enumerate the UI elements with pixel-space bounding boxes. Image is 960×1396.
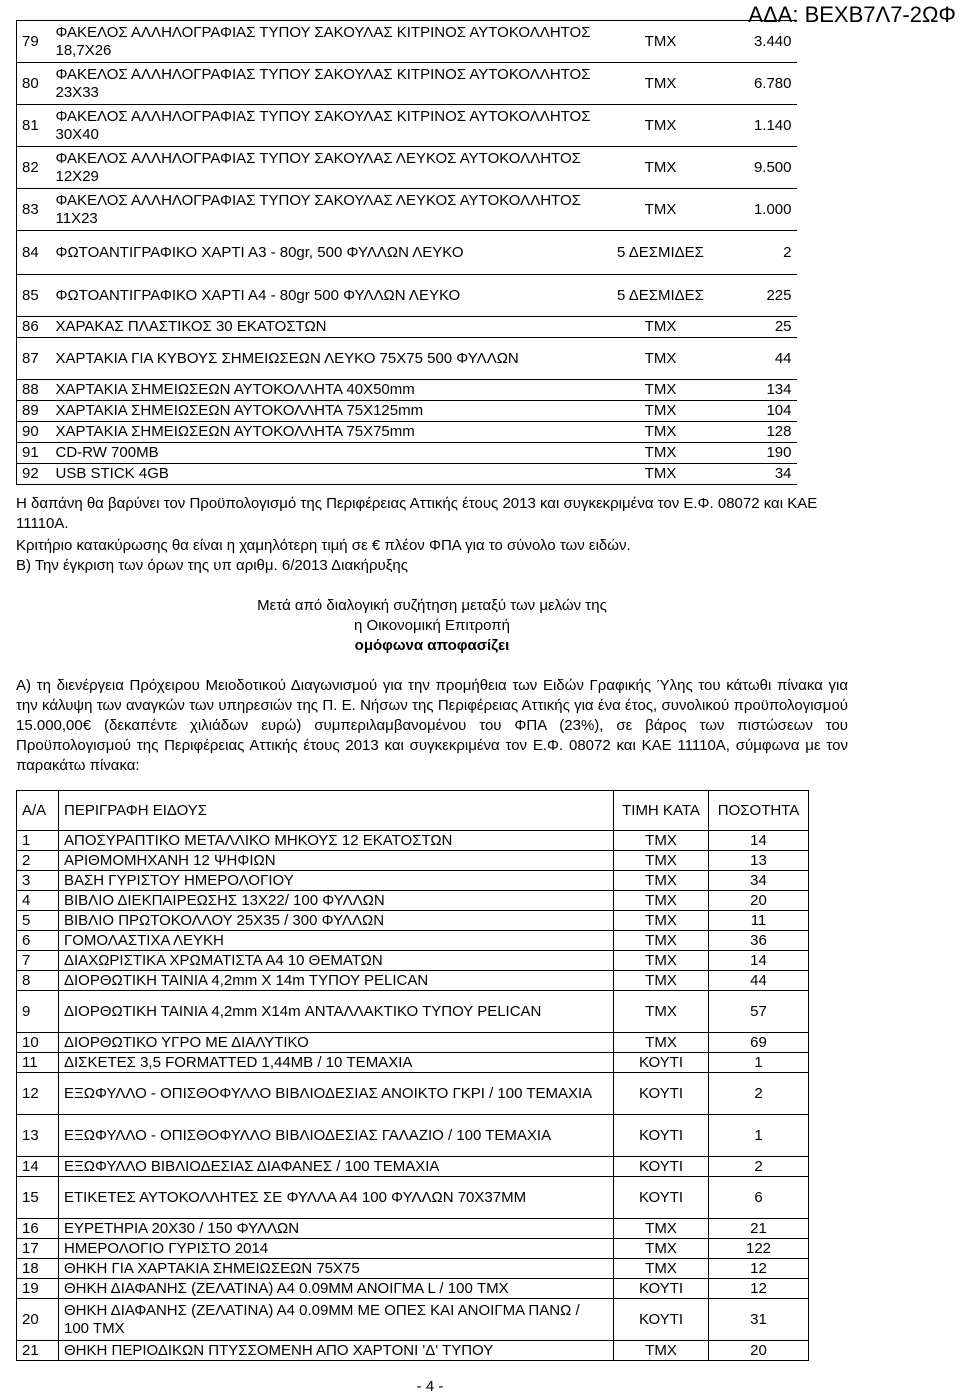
row-description: ΑΠΟΣΥΡΑΠΤΙΚΟ ΜΕΤΑΛΛΙΚΟ ΜΗΚΟΥΣ 12 ΕΚΑΤΟΣΤΩΝ xyxy=(59,831,614,851)
row-unit: ΚΟΥΤΙ xyxy=(614,1115,709,1157)
row-quantity: 1.000 xyxy=(711,189,797,231)
row-unit: ΤΜΧ xyxy=(611,105,711,147)
row-unit: ΤΜΧ xyxy=(614,951,709,971)
row-description: ΘΗΚΗ ΠΕΡΙΟΔΙΚΩΝ ΠΤΥΣΣΟΜΕΝΗ ΑΠΟ ΧΑΡΤΟΝΙ 'Δ' ΤΥΠΟΥ xyxy=(59,1341,614,1361)
row-unit: ΚΟΥΤΙ xyxy=(614,1157,709,1177)
row-quantity: 31 xyxy=(709,1299,809,1341)
row-number: 4 xyxy=(17,891,59,911)
row-description: CD-RW 700MB xyxy=(51,443,611,464)
table-row xyxy=(17,1115,809,1157)
row-unit: ΚΟΥΤΙ xyxy=(614,1299,709,1341)
table-row xyxy=(17,189,797,231)
row-description: ΕΞΩΦΥΛΛΟ - ΟΠΙΣΘΟΦΥΛΛΟ ΒΙΒΛΙΟΔΕΣΙΑΣ ΓΑΛΑΖΙΟ / 100 ΤΕΜΑΧΙΑ xyxy=(59,1115,614,1157)
row-number: 3 xyxy=(17,871,59,891)
row-number: 85 xyxy=(17,275,51,317)
table-row xyxy=(17,931,809,951)
row-unit: 5 ΔΕΣΜΙΔΕΣ xyxy=(611,231,711,275)
row-quantity: 13 xyxy=(709,851,809,871)
row-number: 83 xyxy=(17,189,51,231)
row-description: ΒΑΣΗ ΓΥΡΙΣΤΟΥ ΗΜΕΡΟΛΟΓΙΟΥ xyxy=(59,871,614,891)
row-unit: ΤΜΧ xyxy=(614,1259,709,1279)
row-description: ΘΗΚΗ ΔΙΑΦΑΝΗΣ (ΖΕΛΑΤΙΝΑ) Α4 0.09ΜΜ ΑΝΟΙΓΜΑ L / 100 ΤΜΧ xyxy=(59,1279,614,1299)
row-quantity: 6 xyxy=(709,1177,809,1219)
row-quantity: 12 xyxy=(709,1279,809,1299)
table-row xyxy=(17,275,797,317)
decision-paragraph: Α) τη διενέργεια Πρόχειρου Μειοδοτικού Διαγωνισμού για την προμήθεια των Ειδών Γραφικής Ύλης του κάτωθι πίνακα για την κάλυψη των αναγκών των υπηρεσιών της Π. Ε. Νήσων της Περιφέρειας Αττικής για ένα έτος, συνολικού προϋπολογισμού 15.000,00€ (δεκαπέντε χιλιάδων ευρώ) συμπεριλαμβανομένου του ΦΠΑ (23%), σε βάρος των πιστώσεων του Προϋπολογισμού της Περιφέρειας Αττικής έτους 2013 και συγκεκριμένα τον Ε.Φ. 08072 και ΚΑΕ 11110Α, σύμφωνα με τον παρακάτω πίνακα: xyxy=(16,677,848,774)
table-row xyxy=(17,1177,809,1219)
row-unit: ΤΜΧ xyxy=(614,1219,709,1239)
table-row xyxy=(17,1341,809,1361)
row-number: 88 xyxy=(17,380,51,401)
row-number: 5 xyxy=(17,911,59,931)
row-number: 84 xyxy=(17,231,51,275)
row-quantity: 134 xyxy=(711,380,797,401)
row-unit: 5 ΔΕΣΜΙΔΕΣ xyxy=(611,275,711,317)
row-description: ΔΙΟΡΘΩΤΙΚΗ ΤΑΙΝΙΑ 4,2mm X 14m ΤΥΠΟΥ PELICAN xyxy=(59,971,614,991)
row-unit: ΚΟΥΤΙ xyxy=(614,1053,709,1073)
row-description: ΦΑΚΕΛΟΣ ΑΛΛΗΛΟΓΡΑΦΙΑΣ ΤΥΠΟΥ ΣΑΚΟΥΛΑΣ ΛΕΥΚΟΣ ΑΥΤΟΚΟΛΛΗΤΟΣ 12Χ29 xyxy=(51,147,611,189)
table-row xyxy=(17,1033,809,1053)
table-row xyxy=(17,1259,809,1279)
table-row xyxy=(17,401,797,422)
row-number: 91 xyxy=(17,443,51,464)
table-row xyxy=(17,105,797,147)
row-number: 12 xyxy=(17,1073,59,1115)
row-unit: ΤΜΧ xyxy=(611,147,711,189)
row-description: ΦΑΚΕΛΟΣ ΑΛΛΗΛΟΓΡΑΦΙΑΣ ΤΥΠΟΥ ΣΑΚΟΥΛΑΣ ΚΙΤΡΙΝΟΣ ΑΥΤΟΚΟΛΛΗΤΟΣ 23Χ33 xyxy=(51,63,611,105)
table-row xyxy=(17,231,797,275)
table-row xyxy=(17,63,797,105)
row-unit: ΤΜΧ xyxy=(614,911,709,931)
row-quantity: 1 xyxy=(709,1053,809,1073)
row-quantity: 3.440 xyxy=(711,21,797,63)
row-unit: ΚΟΥΤΙ xyxy=(614,1177,709,1219)
table-row xyxy=(17,380,797,401)
header-unit: ΤΙΜΗ ΚΑΤΑ xyxy=(614,791,709,831)
table-row xyxy=(17,971,809,991)
row-quantity: 128 xyxy=(711,422,797,443)
table-row xyxy=(17,991,809,1033)
row-description: ΘΗΚΗ ΔΙΑΦΑΝΗΣ (ΖΕΛΑΤΙΝΑ) Α4 0.09ΜΜ ΜΕ ΟΠΕΣ ΚΑΙ ΑΝΟΙΓΜΑ ΠΑΝΩ / 100 ΤΜΧ xyxy=(59,1299,614,1341)
row-unit: ΚΟΥΤΙ xyxy=(614,1073,709,1115)
table-row xyxy=(17,443,797,464)
row-quantity: 6.780 xyxy=(711,63,797,105)
row-description: ΦΑΚΕΛΟΣ ΑΛΛΗΛΟΓΡΑΦΙΑΣ ΤΥΠΟΥ ΣΑΚΟΥΛΑΣ ΛΕΥΚΟΣ ΑΥΤΟΚΟΛΛΗΤΟΣ 11Χ23 xyxy=(51,189,611,231)
row-description: ΦΩΤΟΑΝΤΙΓΡΑΦΙΚΟ ΧΑΡΤΙ Α4 - 80gr 500 ΦΥΛΛΩΝ ΛΕΥΚΟ xyxy=(51,275,611,317)
row-unit: ΤΜΧ xyxy=(614,991,709,1033)
award-criterion-paragraph: Κριτήριο κατακύρωσης θα είναι η χαμηλότερη τιμή σε € πλέον ΦΠΑ για το σύνολο των ειδών. xyxy=(16,537,631,554)
row-quantity: 1.140 xyxy=(711,105,797,147)
row-number: 19 xyxy=(17,1279,59,1299)
row-quantity: 190 xyxy=(711,443,797,464)
row-quantity: 44 xyxy=(711,338,797,380)
row-quantity: 12 xyxy=(709,1259,809,1279)
row-unit: ΤΜΧ xyxy=(611,422,711,443)
row-unit: ΤΜΧ xyxy=(614,1341,709,1361)
row-unit: ΤΜΧ xyxy=(614,1033,709,1053)
budget-paragraph: Η δαπάνη θα βαρύνει τον Προϋπολογισμό της Περιφέρειας Αττικής έτους 2013 και συγκεκριμένα τον Ε.Φ. 08072 και ΚΑΕ 11110Α. xyxy=(16,495,818,532)
row-unit: ΤΜΧ xyxy=(611,338,711,380)
row-quantity: 2 xyxy=(709,1073,809,1115)
row-description: ΧΑΡΤΑΚΙΑ ΣΗΜΕΙΩΣΕΩΝ ΑΥΤΟΚΟΛΛΗΤΑ 75Χ125mm xyxy=(51,401,611,422)
discussion-line: Μετά από διαλογική συζήτηση μεταξύ των μελών της xyxy=(257,597,607,614)
row-quantity: 2 xyxy=(711,231,797,275)
table-row xyxy=(17,1239,809,1259)
row-unit: ΤΜΧ xyxy=(611,380,711,401)
row-number: 15 xyxy=(17,1177,59,1219)
table-row xyxy=(17,831,809,851)
table-row xyxy=(17,1299,809,1341)
table-row xyxy=(17,891,809,911)
row-description: ΧΑΡΤΑΚΙΑ ΣΗΜΕΙΩΣΕΩΝ ΑΥΤΟΚΟΛΛΗΤΑ 40Χ50mm xyxy=(51,380,611,401)
row-description: ΒΙΒΛΙΟ ΠΡΩΤΟΚΟΛΛΟΥ 25Χ35 / 300 ΦΥΛΛΩΝ xyxy=(59,911,614,931)
row-number: 18 xyxy=(17,1259,59,1279)
row-unit: ΤΜΧ xyxy=(614,831,709,851)
row-description: ΔΙΑΧΩΡΙΣΤΙΚΑ ΧΡΩΜΑΤΙΣΤΑ Α4 10 ΘΕΜΑΤΩΝ xyxy=(59,951,614,971)
row-quantity: 36 xyxy=(709,931,809,951)
row-unit: ΤΜΧ xyxy=(614,931,709,951)
header-qty: ΠΟΣΟΤΗΤΑ xyxy=(709,791,809,831)
row-description: ΧΑΡΤΑΚΙΑ ΓΙΑ ΚΥΒΟΥΣ ΣΗΜΕΙΩΣΕΩΝ ΛΕΥΚΟ 75Χ75 500 ΦΥΛΛΩΝ xyxy=(51,338,611,380)
row-number: 1 xyxy=(17,831,59,851)
table-row xyxy=(17,851,809,871)
table-row xyxy=(17,1053,809,1073)
row-quantity: 34 xyxy=(711,464,797,485)
row-quantity: 44 xyxy=(709,971,809,991)
row-number: 20 xyxy=(17,1299,59,1341)
row-description: ΔΙΟΡΘΩΤΙΚΗ ΤΑΙΝΙΑ 4,2mm X14m ΑΝΤΑΛΛΑΚΤΙΚΟ ΤΥΠΟΥ PELICAN xyxy=(59,991,614,1033)
row-quantity: 20 xyxy=(709,1341,809,1361)
header-no: Α/Α xyxy=(17,791,59,831)
row-quantity: 57 xyxy=(709,991,809,1033)
row-quantity: 69 xyxy=(709,1033,809,1053)
row-unit: ΤΜΧ xyxy=(611,63,711,105)
row-description: ΗΜΕΡΟΛΟΓΙΟ ΓΥΡΙΣΤΟ 2014 xyxy=(59,1239,614,1259)
row-unit: ΤΜΧ xyxy=(611,21,711,63)
row-number: 13 xyxy=(17,1115,59,1157)
row-quantity: 25 xyxy=(711,317,797,338)
row-description: USB STICK 4GB xyxy=(51,464,611,485)
row-number: 87 xyxy=(17,338,51,380)
table-row xyxy=(17,911,809,931)
row-number: 11 xyxy=(17,1053,59,1073)
row-number: 81 xyxy=(17,105,51,147)
row-unit: ΤΜΧ xyxy=(614,971,709,991)
table-row xyxy=(17,951,809,971)
row-description: ΕΞΩΦΥΛΛΟ ΒΙΒΛΙΟΔΕΣΙΑΣ ΔΙΑΦΑΝΕΣ / 100 ΤΕΜΑΧΙΑ xyxy=(59,1157,614,1177)
row-quantity: 1 xyxy=(709,1115,809,1157)
row-unit: ΤΜΧ xyxy=(611,317,711,338)
row-number: 14 xyxy=(17,1157,59,1177)
row-quantity: 122 xyxy=(709,1239,809,1259)
row-number: 86 xyxy=(17,317,51,338)
ada-code: ΑΔΑ: ΒΕΧΒ7Λ7-2ΩΦ xyxy=(748,2,956,27)
top-items-table xyxy=(16,20,797,485)
row-number: 10 xyxy=(17,1033,59,1053)
row-unit: ΚΟΥΤΙ xyxy=(614,1279,709,1299)
bottom-items-table xyxy=(16,790,809,1361)
row-quantity: 34 xyxy=(709,871,809,891)
row-quantity: 225 xyxy=(711,275,797,317)
row-number: 90 xyxy=(17,422,51,443)
page-number: - 4 - xyxy=(416,1378,444,1395)
row-number: 8 xyxy=(17,971,59,991)
row-number: 7 xyxy=(17,951,59,971)
table-row xyxy=(17,464,797,485)
row-description: ΒΙΒΛΙΟ ΔΙΕΚΠΑΙΡΕΩΣΗΣ 13Χ22/ 100 ΦΥΛΛΩΝ xyxy=(59,891,614,911)
row-description: ΕΤΙΚΕΤΕΣ ΑΥΤΟΚΟΛΛΗΤΕΣ ΣΕ ΦΥΛΛΑ Α4 100 ΦΥΛΛΩΝ 70Χ37ΜΜ xyxy=(59,1177,614,1219)
row-number: 6 xyxy=(17,931,59,951)
row-number: 79 xyxy=(17,21,51,63)
row-number: 80 xyxy=(17,63,51,105)
row-description: ΧΑΡΑΚΑΣ ΠΛΑΣΤΙΚΟΣ 30 ΕΚΑΤΟΣΤΩΝ xyxy=(51,317,611,338)
row-description: ΦΩΤΟΑΝΤΙΓΡΑΦΙΚΟ ΧΑΡΤΙ Α3 - 80gr, 500 ΦΥΛΛΩΝ ΛΕΥΚΟ xyxy=(51,231,611,275)
table-row xyxy=(17,317,797,338)
row-description: ΓΟΜΟΛΑΣΤΙΧΑ ΛΕΥΚΗ xyxy=(59,931,614,951)
row-unit: ΤΜΧ xyxy=(614,1239,709,1259)
row-quantity: 2 xyxy=(709,1157,809,1177)
row-unit: ΤΜΧ xyxy=(611,401,711,422)
row-number: 16 xyxy=(17,1219,59,1239)
committee-line: η Οικονομική Επιτροπή xyxy=(354,617,510,634)
decision-line: ομόφωνα αποφασίζει xyxy=(354,637,510,654)
row-description: ΑΡΙΘΜΟΜΗΧΑΝΗ 12 ΨΗΦΙΩΝ xyxy=(59,851,614,871)
row-unit: ΤΜΧ xyxy=(611,189,711,231)
table-row xyxy=(17,21,797,63)
row-description: ΦΑΚΕΛΟΣ ΑΛΛΗΛΟΓΡΑΦΙΑΣ ΤΥΠΟΥ ΣΑΚΟΥΛΑΣ ΚΙΤΡΙΝΟΣ ΑΥΤΟΚΟΛΛΗΤΟΣ 18,7Χ26 xyxy=(51,21,611,63)
row-quantity: 14 xyxy=(709,951,809,971)
row-description: ΔΙΟΡΘΩΤΙΚΟ ΥΓΡΟ ΜΕ ΔΙΑΛΥΤΙΚΟ xyxy=(59,1033,614,1053)
table-row xyxy=(17,147,797,189)
row-number: 21 xyxy=(17,1341,59,1361)
table-row xyxy=(17,338,797,380)
table-row xyxy=(17,871,809,891)
row-quantity: 14 xyxy=(709,831,809,851)
table-row xyxy=(17,1219,809,1239)
table-row xyxy=(17,422,797,443)
row-quantity: 11 xyxy=(709,911,809,931)
table-row xyxy=(17,1073,809,1115)
row-description: ΦΑΚΕΛΟΣ ΑΛΛΗΛΟΓΡΑΦΙΑΣ ΤΥΠΟΥ ΣΑΚΟΥΛΑΣ ΚΙΤΡΙΝΟΣ ΑΥΤΟΚΟΛΛΗΤΟΣ 30Χ40 xyxy=(51,105,611,147)
row-number: 9 xyxy=(17,991,59,1033)
approval-paragraph: Β) Την έγκριση των όρων της υπ αριθμ. 6/2013 Διακήρυξης xyxy=(16,557,408,574)
row-description: ΕΥΡΕΤΗΡΙΑ 20Χ30 / 150 ΦΥΛΛΩΝ xyxy=(59,1219,614,1239)
row-unit: ΤΜΧ xyxy=(614,871,709,891)
row-description: ΘΗΚΗ ΓΙΑ ΧΑΡΤΑΚΙΑ ΣΗΜΕΙΩΣΕΩΝ 75Χ75 xyxy=(59,1259,614,1279)
row-number: 89 xyxy=(17,401,51,422)
row-description: ΕΞΩΦΥΛΛΟ - ΟΠΙΣΘΟΦΥΛΛΟ ΒΙΒΛΙΟΔΕΣΙΑΣ ΑΝΟΙΚΤΟ ΓΚΡΙ / 100 ΤΕΜΑΧΙΑ xyxy=(59,1073,614,1115)
row-quantity: 20 xyxy=(709,891,809,911)
row-unit: ΤΜΧ xyxy=(614,851,709,871)
header-desc: ΠΕΡΙΓΡΑΦΗ ΕΙΔΟΥΣ xyxy=(59,791,614,831)
row-number: 2 xyxy=(17,851,59,871)
row-description: ΔΙΣΚΕΤΕΣ 3,5 FORMATTED 1,44MB / 10 ΤΕΜΑΧΙΑ xyxy=(59,1053,614,1073)
table-row xyxy=(17,1157,809,1177)
row-quantity: 9.500 xyxy=(711,147,797,189)
row-description: ΧΑΡΤΑΚΙΑ ΣΗΜΕΙΩΣΕΩΝ ΑΥΤΟΚΟΛΛΗΤΑ 75Χ75mm xyxy=(51,422,611,443)
row-number: 17 xyxy=(17,1239,59,1259)
row-unit: ΤΜΧ xyxy=(614,891,709,911)
row-unit: ΤΜΧ xyxy=(611,464,711,485)
row-quantity: 104 xyxy=(711,401,797,422)
table-row xyxy=(17,1279,809,1299)
row-number: 92 xyxy=(17,464,51,485)
row-number: 82 xyxy=(17,147,51,189)
row-quantity: 21 xyxy=(709,1219,809,1239)
row-unit: ΤΜΧ xyxy=(611,443,711,464)
